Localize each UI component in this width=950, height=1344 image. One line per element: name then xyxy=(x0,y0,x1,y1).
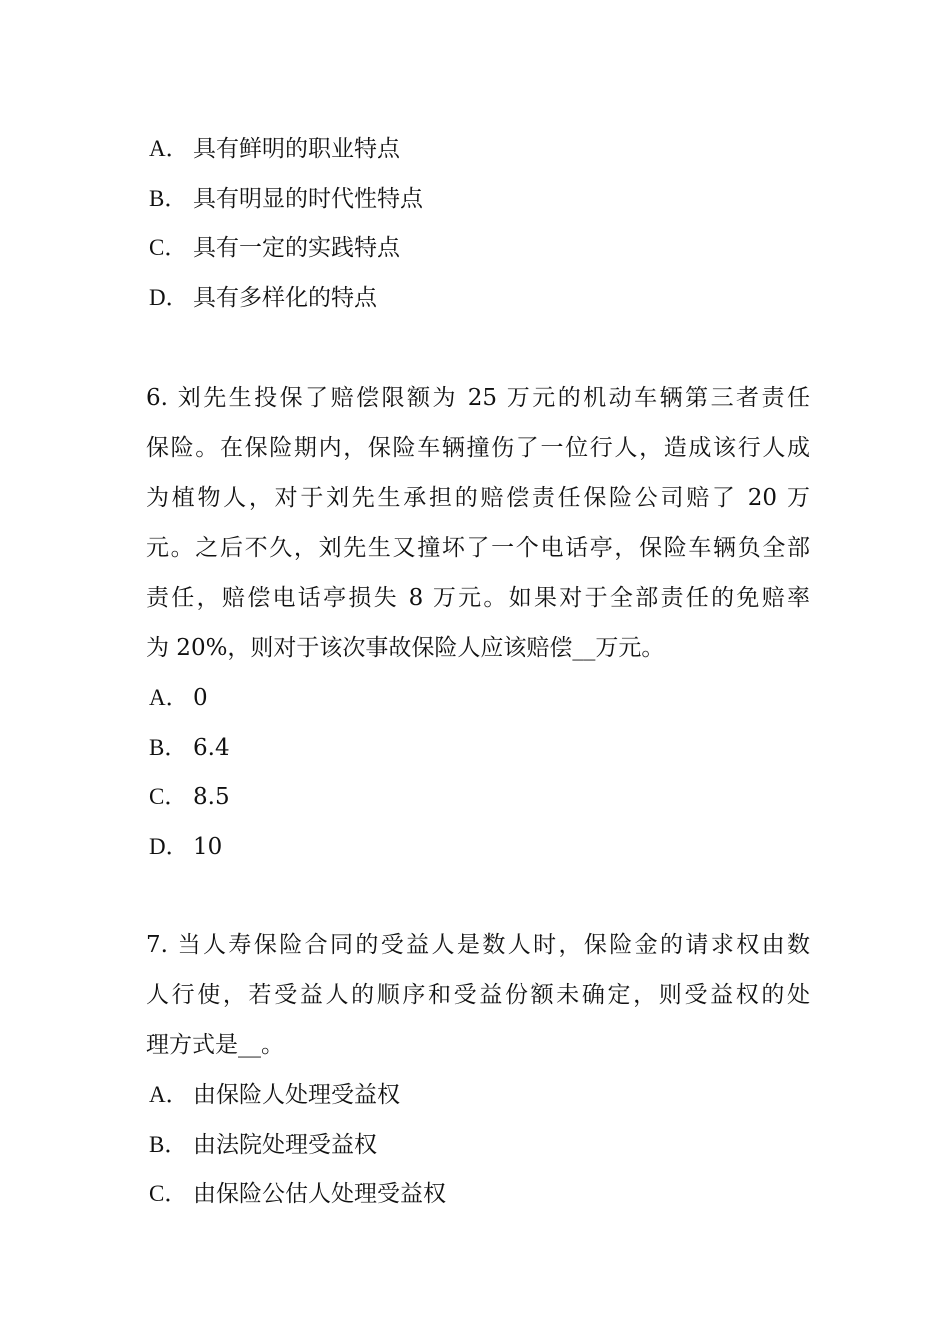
q6-stem-line: 保险。在保险期内，保险车辆撞伤了一位行人，造成该行人成 xyxy=(146,435,810,461)
q7-stem-line: 理方式是__。 xyxy=(146,1032,284,1058)
option-letter: D． xyxy=(149,834,189,859)
q6-option-c xyxy=(149,782,230,812)
option-text: 具有多样化的特点 xyxy=(193,285,377,311)
option-text: 6.4 xyxy=(193,735,230,761)
q5-option-a xyxy=(149,134,400,164)
option-text: 由保险公估人处理受益权 xyxy=(193,1181,446,1207)
option-letter: A． xyxy=(149,685,189,710)
q5-option-c xyxy=(149,233,400,263)
option-text: 0 xyxy=(193,685,208,711)
option-letter: B． xyxy=(149,186,188,211)
option-text: 具有鲜明的职业特点 xyxy=(193,136,400,162)
option-letter: A． xyxy=(149,1082,189,1107)
q5-option-d xyxy=(149,283,377,313)
q6-stem-line: 为 20%，则对于该次事故保险人应该赔偿__万元。 xyxy=(146,635,665,661)
option-text: 10 xyxy=(193,834,223,860)
option-letter: C． xyxy=(149,235,188,260)
option-letter: B． xyxy=(149,1132,188,1157)
option-text: 具有一定的实践特点 xyxy=(193,235,400,261)
q6-option-a xyxy=(149,683,208,713)
q7-option-a xyxy=(149,1080,400,1110)
option-text: 具有明显的时代性特点 xyxy=(193,186,423,212)
option-text: 由法院处理受益权 xyxy=(193,1132,377,1158)
q6-stem-line: 元。之后不久，刘先生又撞坏了一个电话亭，保险车辆负全部 xyxy=(146,535,810,561)
q5-option-b xyxy=(149,184,423,214)
q7-option-c xyxy=(149,1179,446,1209)
option-text: 由保险人处理受益权 xyxy=(193,1082,400,1108)
q6-stem-line: 为植物人，对于刘先生承担的赔偿责任保险公司赔了 20 万 xyxy=(146,485,810,511)
q7-option-b xyxy=(149,1130,377,1160)
option-text: 8.5 xyxy=(193,784,230,810)
q6-option-b xyxy=(149,733,230,763)
q7-stem xyxy=(146,920,810,1070)
option-letter: B． xyxy=(149,735,188,760)
option-letter: A． xyxy=(149,136,189,161)
option-letter: C． xyxy=(149,784,188,809)
option-letter: D． xyxy=(149,285,189,310)
q7-stem-line: 人行使，若受益人的顺序和受益份额未确定，则受益权的处 xyxy=(146,982,810,1008)
q6-stem xyxy=(146,373,810,673)
q6-stem-line: 6. 刘先生投保了赔偿限额为 25 万元的机动车辆第三者责任 xyxy=(146,385,810,411)
option-letter: C． xyxy=(149,1181,188,1206)
q6-stem-line: 责任，赔偿电话亭损失 8 万元。如果对于全部责任的免赔率 xyxy=(146,585,810,611)
q7-stem-line: 7. 当人寿保险合同的受益人是数人时，保险金的请求权由数 xyxy=(146,932,810,958)
q6-option-d xyxy=(149,832,222,862)
